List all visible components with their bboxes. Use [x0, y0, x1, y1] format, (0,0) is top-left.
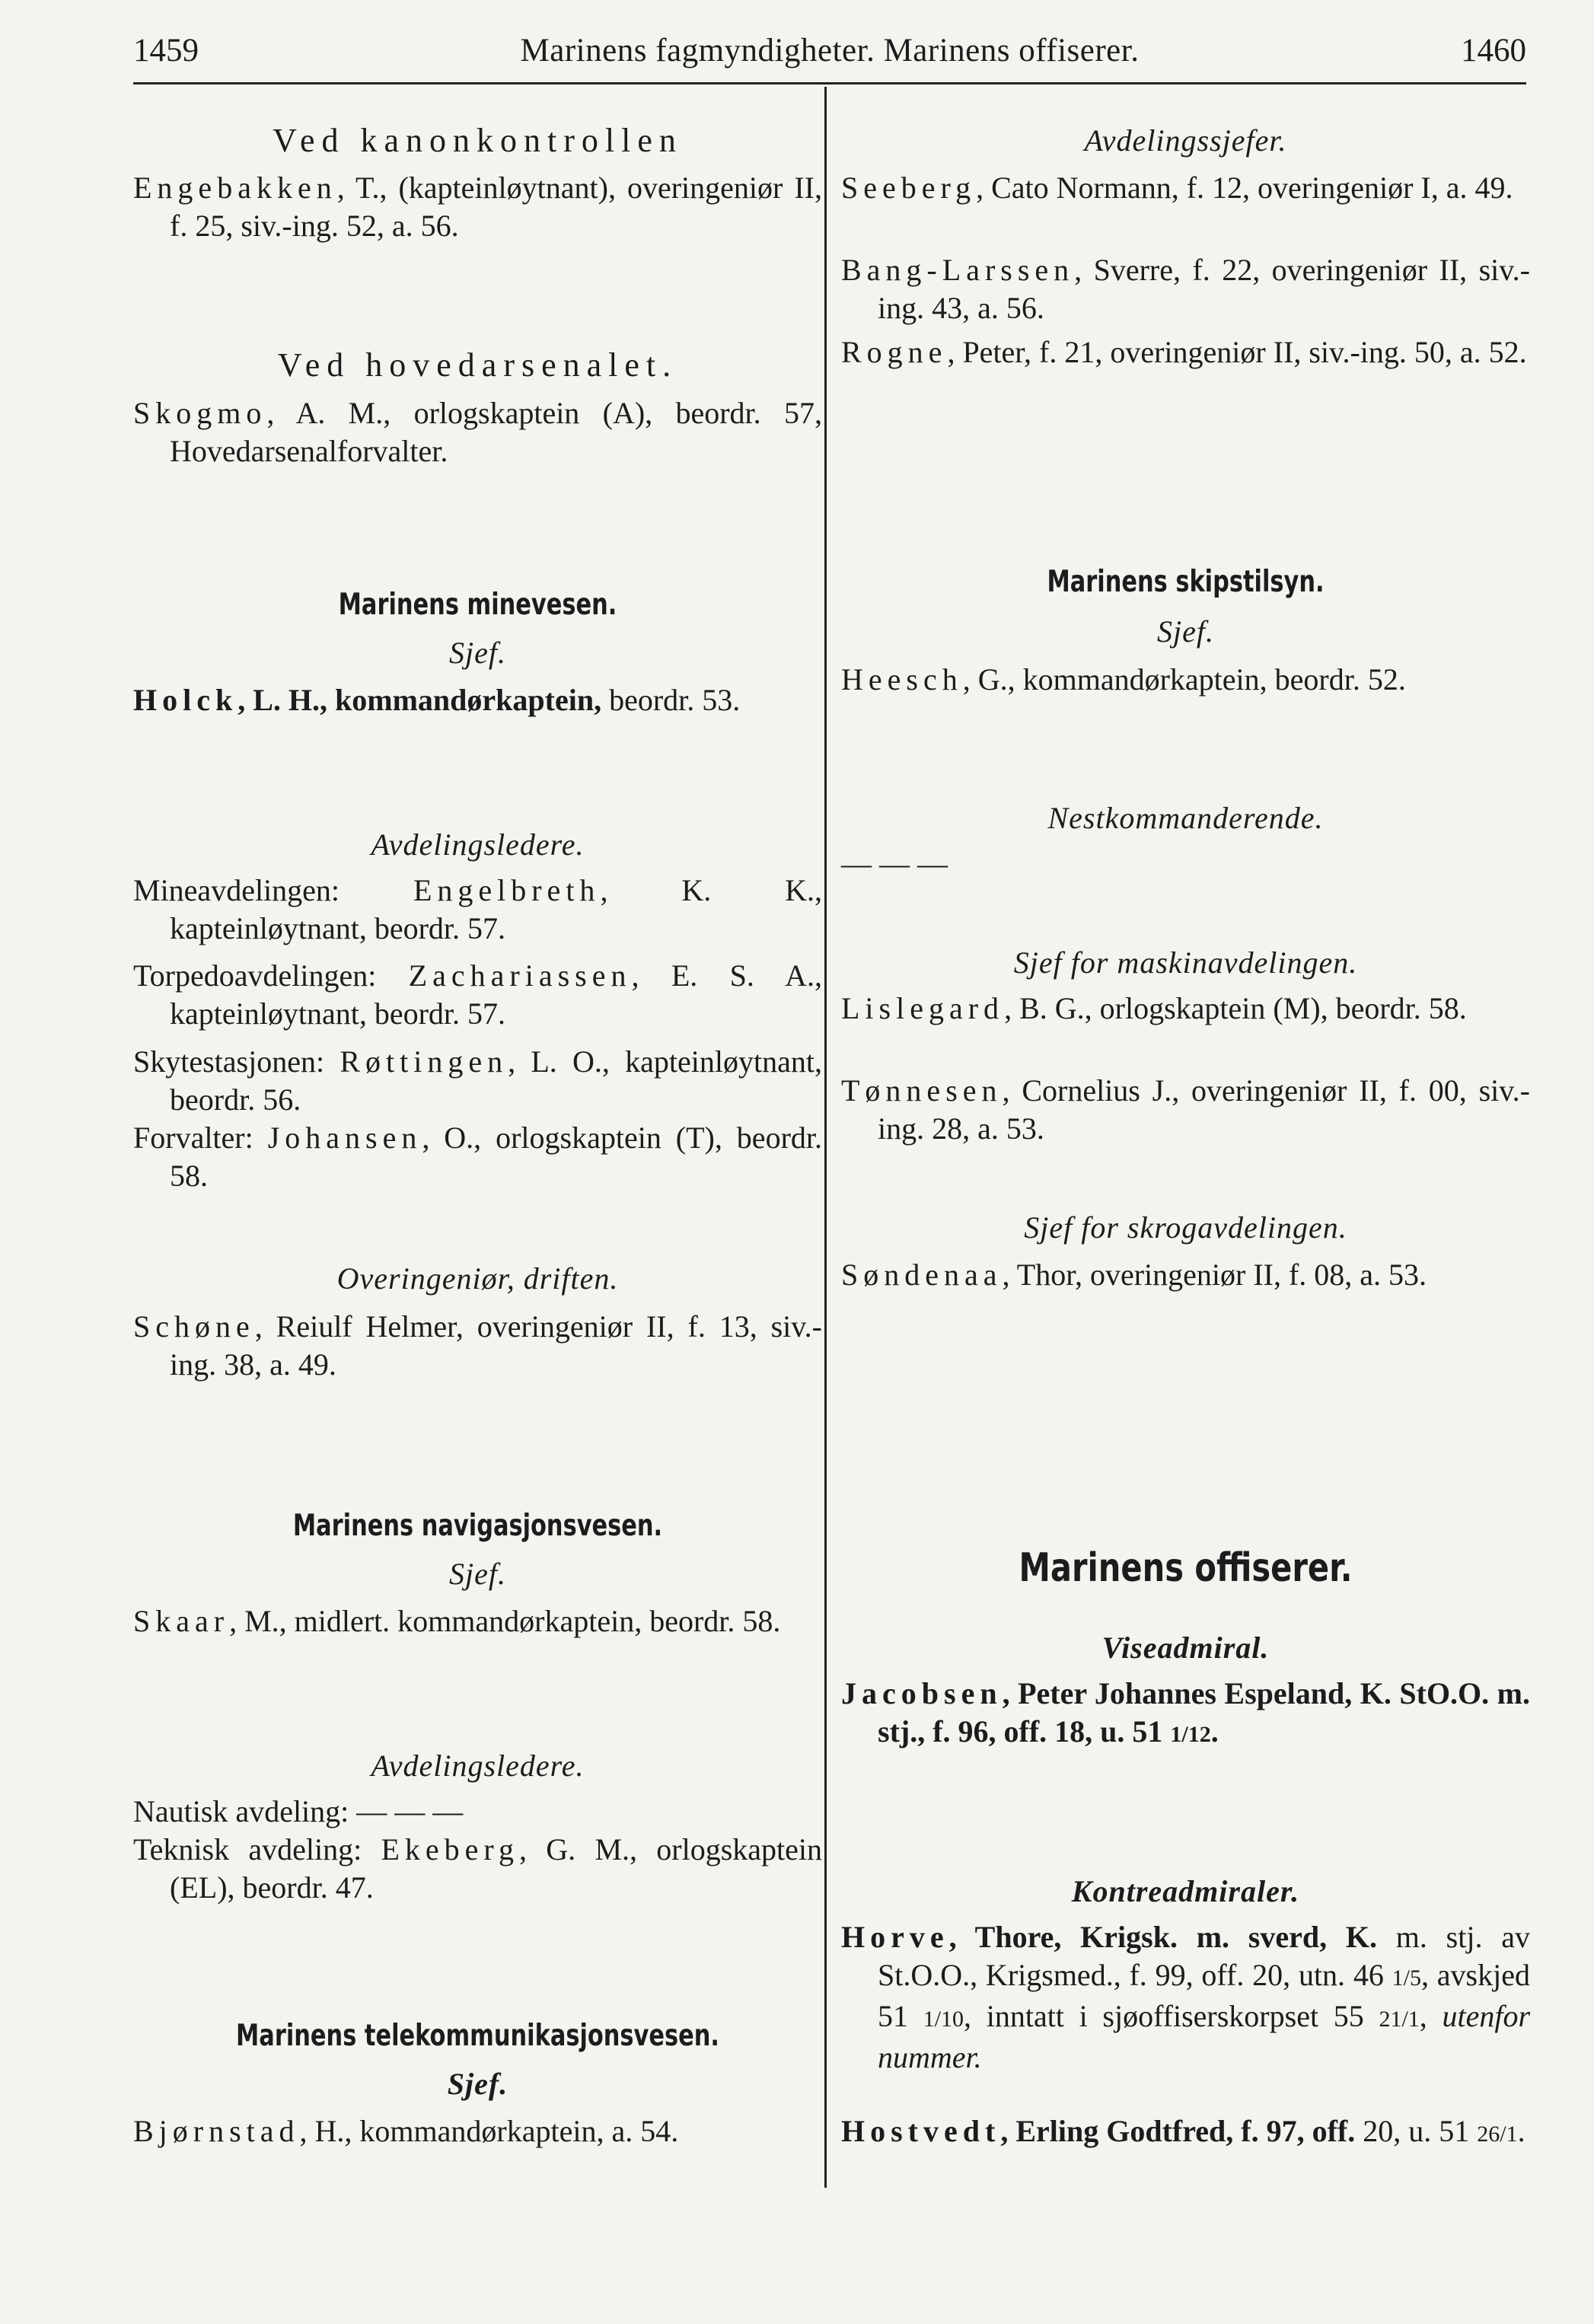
avd-row: Seeberg, Cato Normann, f. 12, overingeniør I, a. 49. [841, 171, 1513, 205]
person-name: Bjørnstad [133, 2114, 300, 2148]
skip-section-title: Marinens skipstilsyn. [1047, 565, 1325, 599]
person-name: Engelbreth [413, 873, 601, 907]
person-name: Jacobsen [841, 1676, 1003, 1710]
tele-chief-entry: Bjørnstad, H., kommandørkaptein, a. 54. [133, 2114, 679, 2148]
person-name: Zachariassen [408, 958, 632, 993]
navig-leaders-label: Avdelingsledere. [371, 1749, 585, 1783]
person-name: Heesch [841, 662, 963, 697]
header-rule [133, 82, 1526, 84]
tele-section-title: Marinens telekommunikasjonsvesen. [236, 2019, 719, 2053]
navig-section-title: Marinens navigasjonsvesen. [292, 1509, 663, 1543]
skip-nest-value: — — — [841, 846, 948, 881]
avd-row: Rogne, Peter, f. 21, overingeniør II, siv.-ing. 50, a. 52. [841, 335, 1527, 369]
mine-drift-entry: Schøne, Reiulf Helmer, overingeniør II, f. 13, siv.-ing. 38, a. 49. [133, 1309, 822, 1382]
page-header [133, 32, 1526, 78]
mine-leaders-label: Avdelingsledere. [371, 827, 585, 862]
person-name: Bang-Larssen [841, 253, 1075, 287]
horve-entry: Horve, Thore, Krigsk. m. sverd, K. m. stj. av St.O.O., Krigsmed., f. 99, off. 20, utn. 46 1/5, avskjed 51 1/10, inntatt i sjøoffiserskorpset 55 21/1, utenfor nummer. [841, 1920, 1531, 2074]
person-name: Horve [841, 1920, 949, 1954]
running-title: Marinens fagmyndigheter. Marinens offiserer. [520, 33, 1140, 69]
mine-row: Forvalter: Johansen, O., orlogskaptein (T), beordr. 58. [133, 1121, 822, 1193]
page-number-left: 1459 [133, 33, 199, 69]
mine-section-title: Marinens minevesen. [338, 588, 617, 622]
offiserer-section-title: Marinens offiserer. [1019, 1545, 1353, 1591]
person-name: Holck [133, 683, 238, 717]
skip-maskin-label: Sjef for maskinavdelingen. [1013, 945, 1358, 980]
person-name: Engebakken [133, 171, 337, 205]
mine-chief-label: Sjef. [449, 636, 506, 670]
person-name: Skogmo [133, 396, 267, 430]
vice-label: Viseadmiral. [1101, 1631, 1270, 1665]
person-name: Søndenaa [841, 1258, 1003, 1292]
person-name: Seeberg [841, 171, 977, 205]
person-name: Ekeberg [381, 1832, 520, 1867]
avd-row: Bang-Larssen, Sverre, f. 22, overingeniør II, siv.-ing. 43, a. 56. [841, 253, 1530, 325]
navig-chief-entry: Skaar, M., midlert. kommandørkaptein, beordr. 58. [133, 1604, 781, 1638]
hoved-entry: Skogmo, A. M., orlogskaptein (A), beordr. 57, Hovedarsenalforvalter. [133, 396, 822, 468]
maskin-row: Lislegard, B. G., orlogskaptein (M), beordr. 58. [841, 991, 1467, 1025]
kanon-heading: Ved kanonkontrollen [273, 122, 683, 159]
mine-row: Torpedoavdelingen: Zachariassen, E. S. A., kapteinløytnant, beordr. 57. [133, 958, 822, 1031]
mine-chief-entry: Holck, L. H., kommandørkaptein, beordr. 53. [133, 683, 741, 717]
person-name: Skaar [133, 1604, 230, 1638]
person-name: Tønnesen [841, 1073, 1003, 1108]
skip-nest-label: Nestkommanderende. [1047, 801, 1324, 835]
kanon-entry: Engebakken, T., (kapteinløytnant), overingeniør II, f. 25, siv.-ing. 52, a. 56. [133, 171, 822, 243]
mine-drift-label: Overingeniør, driften. [336, 1261, 619, 1296]
person-name: Lislegard [841, 991, 1005, 1025]
page-number-right: 1460 [1461, 33, 1526, 69]
skip-chief-label: Sjef. [1157, 614, 1214, 649]
maskin-row: Tønnesen, Cornelius J., overingeniør II, f. 00, siv.-ing. 28, a. 53. [841, 1073, 1530, 1146]
navig-chief-label: Sjef. [449, 1557, 506, 1591]
skip-skrog-label: Sjef for skrogavdelingen. [1024, 1210, 1347, 1245]
navig-teknisk-row: Teknisk avdeling: Ekeberg, G. M., orlogskaptein (EL), beordr. 47. [133, 1832, 823, 1905]
tele-chief-label: Sjef. [447, 2067, 508, 2101]
mine-row: Skytestasjonen: Røttingen, L. O., kapteinløytnant, beordr. 56. [133, 1044, 822, 1117]
avd-label: Avdelingssjefer. [1084, 123, 1287, 158]
person-name: Hostvedt [841, 2114, 1001, 2148]
person-name: Rogne [841, 335, 948, 369]
kontre-label: Kontreadmiraler. [1071, 1874, 1300, 1908]
hoved-heading: Ved hovedarsenalet. [277, 346, 678, 384]
skrog-entry: Søndenaa, Thor, overingeniør II, f. 08, a. 53. [841, 1258, 1427, 1292]
vice-entry: Jacobsen, Peter Johannes Espeland, K. StO.O. m. stj., f. 96, off. 18, u. 51 1/12. [841, 1676, 1530, 1749]
person-name: Johansen [267, 1121, 422, 1155]
navig-nautisk-row: Nautisk avdeling: — — — [133, 1794, 464, 1828]
person-name: Schøne [133, 1309, 255, 1344]
skip-chief-entry: Heesch, G., kommandørkaptein, beordr. 52. [841, 662, 1406, 697]
hostvedt-entry: Hostvedt, Erling Godtfred, f. 97, off. 20, u. 51 26/1. [841, 2114, 1525, 2148]
mine-row: Mineavdelingen: Engelbreth, K. K., kapteinløytnant, beordr. 57. [133, 873, 822, 945]
column-divider [824, 87, 827, 2188]
person-name: Røttingen [340, 1044, 508, 1079]
